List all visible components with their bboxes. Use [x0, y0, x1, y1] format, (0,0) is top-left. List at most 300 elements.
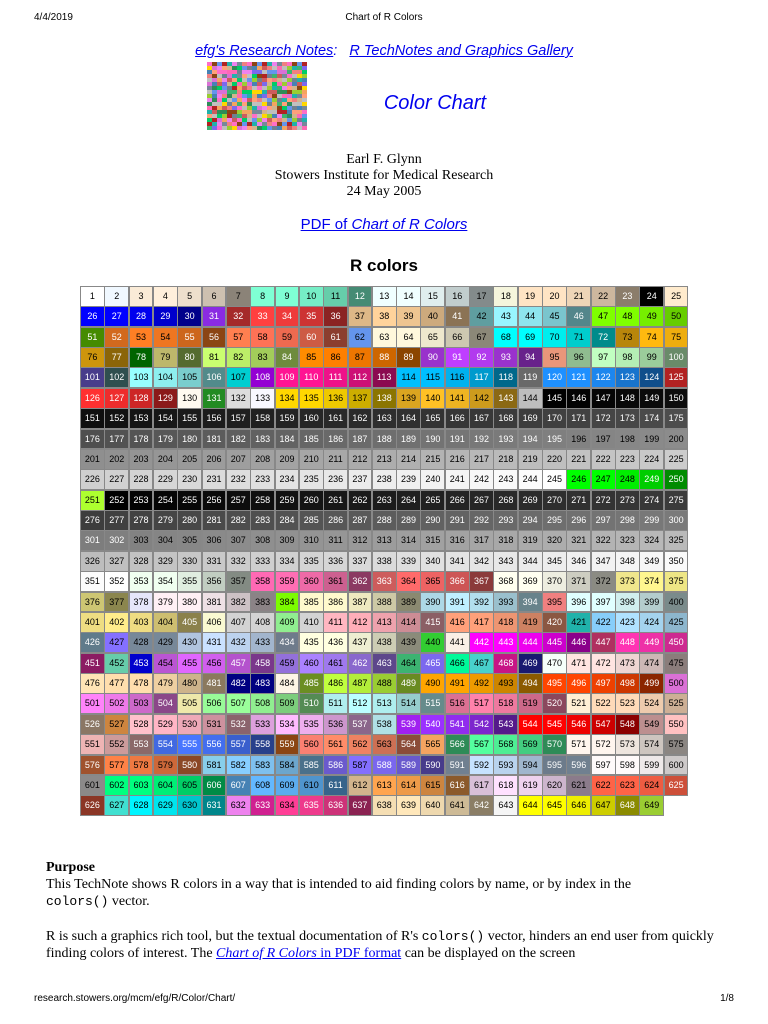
color-cell-318: 318: [493, 530, 518, 551]
color-cell-642: 642: [469, 795, 494, 816]
color-cell-246: 246: [566, 469, 591, 490]
color-cell-323: 323: [615, 530, 640, 551]
color-cell-132: 132: [226, 388, 251, 409]
color-cell-372: 372: [591, 571, 616, 592]
color-cell-55: 55: [177, 327, 202, 348]
color-cell-536: 536: [323, 714, 348, 735]
color-cell-304: 304: [153, 530, 178, 551]
color-cell-131: 131: [202, 388, 227, 409]
color-cell-240: 240: [420, 469, 445, 490]
color-cell-334: 334: [275, 551, 300, 572]
color-cell-499: 499: [639, 673, 664, 694]
color-cell-232: 232: [226, 469, 251, 490]
color-cell-143: 143: [493, 388, 518, 409]
color-cell-439: 439: [396, 632, 421, 653]
color-cell-31: 31: [202, 306, 227, 327]
page-title: Color Chart: [383, 92, 487, 114]
color-cell-211: 211: [323, 449, 348, 470]
color-cell-327: 327: [104, 551, 129, 572]
color-cell-153: 153: [129, 408, 154, 429]
color-cell-418: 418: [493, 612, 518, 633]
color-cell-479: 479: [153, 673, 178, 694]
color-cell-212: 212: [348, 449, 373, 470]
pdf-chart-link[interactable]: [301, 216, 468, 233]
color-cell-482: 482: [226, 673, 251, 694]
color-cell-78: 78: [129, 347, 154, 368]
color-cell-614: 614: [396, 775, 421, 796]
color-cell-44: 44: [518, 306, 543, 327]
color-cell-194: 194: [518, 429, 543, 450]
color-cell-83: 83: [250, 347, 275, 368]
technotes-gallery-link[interactable]: R TechNotes and Graphics Gallery: [349, 43, 573, 59]
color-cell-172: 172: [591, 408, 616, 429]
color-cell-148: 148: [615, 388, 640, 409]
color-cell-56: 56: [202, 327, 227, 348]
color-cell-295: 295: [542, 510, 567, 531]
color-cell-95: 95: [542, 347, 567, 368]
grid-title: R colors: [349, 256, 419, 275]
color-cell-126: 126: [80, 388, 105, 409]
color-cell-538: 538: [372, 714, 397, 735]
color-cell-349: 349: [639, 551, 664, 572]
color-cell-465: 465: [420, 653, 445, 674]
color-cell-514: 514: [396, 693, 421, 714]
color-cell-17: 17: [469, 286, 494, 307]
color-cell-41: 41: [445, 306, 470, 327]
color-cell-354: 354: [153, 571, 178, 592]
color-cell-457: 457: [226, 653, 251, 674]
color-cell-539: 539: [396, 714, 421, 735]
color-cell-360: 360: [299, 571, 324, 592]
color-cell-116: 116: [445, 367, 470, 388]
color-cell-438: 438: [372, 632, 397, 653]
color-cell-155: 155: [177, 408, 202, 429]
color-cell-152: 152: [104, 408, 129, 429]
color-cell-404: 404: [153, 612, 178, 633]
color-cell-619: 619: [518, 775, 543, 796]
purpose-heading: Purpose: [46, 860, 95, 875]
color-cell-627: 627: [104, 795, 129, 816]
color-cell-105: 105: [177, 367, 202, 388]
pdf-link-prefix: PDF of: [300, 216, 352, 233]
color-cell-586: 586: [323, 755, 348, 776]
color-cell-302: 302: [104, 530, 129, 551]
color-cell-395: 395: [542, 592, 567, 613]
color-cell-88: 88: [372, 347, 397, 368]
color-cell-554: 554: [153, 734, 178, 755]
color-cell-59: 59: [275, 327, 300, 348]
color-cell-454: 454: [153, 653, 178, 674]
color-cell-501: 501: [80, 693, 105, 714]
color-cell-444: 444: [518, 632, 543, 653]
color-cell-507: 507: [226, 693, 251, 714]
color-cell-355: 355: [177, 571, 202, 592]
color-cell-490: 490: [420, 673, 445, 694]
color-cell-588: 588: [372, 755, 397, 776]
color-cell-591: 591: [445, 755, 470, 776]
color-cell-201: 201: [80, 449, 105, 470]
color-cell-187: 187: [348, 429, 373, 450]
color-cell-100: 100: [664, 347, 689, 368]
color-cell-92: 92: [469, 347, 494, 368]
print-date: 4/4/2019: [34, 12, 73, 23]
color-cell-559: 559: [275, 734, 300, 755]
color-cell-113: 113: [372, 367, 397, 388]
color-cell-15: 15: [420, 286, 445, 307]
color-cell-255: 255: [177, 490, 202, 511]
color-cell-356: 356: [202, 571, 227, 592]
color-cell-196: 196: [566, 429, 591, 450]
color-cell-249: 249: [639, 469, 664, 490]
color-cell-522: 522: [591, 693, 616, 714]
color-cell-227: 227: [104, 469, 129, 490]
color-cell-119: 119: [518, 367, 543, 388]
p1-code: colors(): [46, 893, 109, 909]
color-cell-436: 436: [323, 632, 348, 653]
color-cell-415: 415: [420, 612, 445, 633]
color-cell-94: 94: [518, 347, 543, 368]
color-mosaic-logo: [207, 62, 307, 130]
color-cell-402: 402: [104, 612, 129, 633]
color-cell-1: 1: [80, 286, 105, 307]
color-cell-429: 429: [153, 632, 178, 653]
color-cell-376: 376: [80, 592, 105, 613]
color-cell-508: 508: [250, 693, 275, 714]
color-cell-138: 138: [372, 388, 397, 409]
color-cell-260: 260: [299, 490, 324, 511]
color-cell-170: 170: [542, 408, 567, 429]
color-cell-584: 584: [275, 755, 300, 776]
color-cell-497: 497: [591, 673, 616, 694]
color-cell-45: 45: [542, 306, 567, 327]
color-cell-521: 521: [566, 693, 591, 714]
color-cell-528: 528: [129, 714, 154, 735]
color-cell-344: 344: [518, 551, 543, 572]
p2-text-a: R is such a graphics rich tool, but the textual documentation of R's: [46, 929, 422, 944]
color-cell-624: 624: [639, 775, 664, 796]
color-cell-193: 193: [493, 429, 518, 450]
color-cell-101: 101: [80, 367, 105, 388]
color-cell-460: 460: [299, 653, 324, 674]
color-cell-154: 154: [153, 408, 178, 429]
p2-link-text: in PDF format: [316, 945, 402, 961]
color-cell-458: 458: [250, 653, 275, 674]
color-cell-398: 398: [615, 592, 640, 613]
color-cell-594: 594: [518, 755, 543, 776]
color-cell-369: 369: [518, 571, 543, 592]
nav-separator: :: [333, 43, 338, 59]
color-cell-364: 364: [396, 571, 421, 592]
color-cell-566: 566: [445, 734, 470, 755]
color-cell-518: 518: [493, 693, 518, 714]
color-cell-6: 6: [202, 286, 227, 307]
color-cell-70: 70: [542, 327, 567, 348]
color-cell-179: 179: [153, 429, 178, 450]
color-cell-608: 608: [250, 775, 275, 796]
color-cell-581: 581: [202, 755, 227, 776]
color-cell-117: 117: [469, 367, 494, 388]
color-cell-49: 49: [639, 306, 664, 327]
color-cell-558: 558: [250, 734, 275, 755]
color-cell-350: 350: [664, 551, 689, 572]
color-cell-174: 174: [639, 408, 664, 429]
color-cell-406: 406: [202, 612, 227, 633]
color-cell-496: 496: [566, 673, 591, 694]
color-cell-633: 633: [250, 795, 275, 816]
color-cell-414: 414: [396, 612, 421, 633]
color-cell-562: 562: [348, 734, 373, 755]
color-cell-162: 162: [348, 408, 373, 429]
color-cell-241: 241: [445, 469, 470, 490]
color-cell-618: 618: [493, 775, 518, 796]
color-cell-621: 621: [566, 775, 591, 796]
color-cell-393: 393: [493, 592, 518, 613]
color-cell-628: 628: [129, 795, 154, 816]
color-cell-620: 620: [542, 775, 567, 796]
color-cell-231: 231: [202, 469, 227, 490]
color-cell-286: 286: [323, 510, 348, 531]
color-cell-542: 542: [469, 714, 494, 735]
color-cell-535: 535: [299, 714, 324, 735]
p2-text-b: vector, hinders an end user from quickly finding colors of interest. The: [46, 929, 714, 961]
color-cell-626: 626: [80, 795, 105, 816]
color-cell-237: 237: [348, 469, 373, 490]
color-cell-375: 375: [664, 571, 689, 592]
color-cell-484: 484: [275, 673, 300, 694]
color-cell-485: 485: [299, 673, 324, 694]
color-cell-173: 173: [615, 408, 640, 429]
color-cell-340: 340: [420, 551, 445, 572]
print-title: Chart of R Colors: [345, 12, 423, 23]
color-cell-178: 178: [129, 429, 154, 450]
color-cell-284: 284: [275, 510, 300, 531]
color-cell-69: 69: [518, 327, 543, 348]
color-cell-72: 72: [591, 327, 616, 348]
color-cell-519: 519: [518, 693, 543, 714]
color-cell-551: 551: [80, 734, 105, 755]
color-cell-262: 262: [348, 490, 373, 511]
color-cell-157: 157: [226, 408, 251, 429]
color-cell-391: 391: [445, 592, 470, 613]
color-cell-243: 243: [493, 469, 518, 490]
color-cell-271: 271: [566, 490, 591, 511]
color-cell-532: 532: [226, 714, 251, 735]
color-cell-221: 221: [566, 449, 591, 470]
color-cell-204: 204: [153, 449, 178, 470]
color-cell-379: 379: [153, 592, 178, 613]
color-cell-189: 189: [396, 429, 421, 450]
color-cell-643: 643: [493, 795, 518, 816]
color-cell-112: 112: [348, 367, 373, 388]
color-cell-629: 629: [153, 795, 178, 816]
color-cell-81: 81: [202, 347, 227, 368]
color-cell-353: 353: [129, 571, 154, 592]
color-cell-390: 390: [420, 592, 445, 613]
color-cell-455: 455: [177, 653, 202, 674]
p1-text-a: This TechNote shows R colors in a way that is intended to aid finding colors by name, or by index in the: [46, 877, 632, 892]
color-cell-19: 19: [518, 286, 543, 307]
color-cell-111: 111: [323, 367, 348, 388]
color-cell-195: 195: [542, 429, 567, 450]
color-cell-151: 151: [80, 408, 105, 429]
color-cell-46: 46: [566, 306, 591, 327]
color-cell-163: 163: [372, 408, 397, 429]
color-cell-18: 18: [493, 286, 518, 307]
color-cell-452: 452: [104, 653, 129, 674]
color-cell-171: 171: [566, 408, 591, 429]
color-cell-320: 320: [542, 530, 567, 551]
color-cell-533: 533: [250, 714, 275, 735]
color-cell-411: 411: [323, 612, 348, 633]
color-cell-577: 577: [104, 755, 129, 776]
color-cell-71: 71: [566, 327, 591, 348]
color-cell-291: 291: [445, 510, 470, 531]
color-cell-552: 552: [104, 734, 129, 755]
color-cell-587: 587: [348, 755, 373, 776]
color-cell-389: 389: [396, 592, 421, 613]
color-cell-326: 326: [80, 551, 105, 572]
print-page-number: 1/8: [720, 993, 734, 1004]
color-cell-480: 480: [177, 673, 202, 694]
color-cell-122: 122: [591, 367, 616, 388]
color-cell-305: 305: [177, 530, 202, 551]
color-cell-358: 358: [250, 571, 275, 592]
color-cell-308: 308: [250, 530, 275, 551]
color-cell-488: 488: [372, 673, 397, 694]
color-cell-76: 76: [80, 347, 105, 368]
color-cell-570: 570: [542, 734, 567, 755]
color-cell-68: 68: [493, 327, 518, 348]
research-notes-link[interactable]: efg's Research Notes: [195, 43, 334, 59]
color-cell-635: 635: [299, 795, 324, 816]
color-cell-385: 385: [299, 592, 324, 613]
color-cell-433: 433: [250, 632, 275, 653]
color-cell-434: 434: [275, 632, 300, 653]
color-cell-525: 525: [664, 693, 689, 714]
color-cell-65: 65: [420, 327, 445, 348]
color-cell-104: 104: [153, 367, 178, 388]
pdf-line: [0, 216, 768, 233]
color-cell-486: 486: [323, 673, 348, 694]
color-cell-466: 466: [445, 653, 470, 674]
color-cell-210: 210: [299, 449, 324, 470]
color-cell-549: 549: [639, 714, 664, 735]
color-cell-23: 23: [615, 286, 640, 307]
color-cell-40: 40: [420, 306, 445, 327]
author-name: Earl F. Glynn: [346, 152, 422, 167]
color-cell-649: 649: [639, 795, 664, 816]
color-cell-218: 218: [493, 449, 518, 470]
color-cell-222: 222: [591, 449, 616, 470]
color-cell-79: 79: [153, 347, 178, 368]
color-cell-362: 362: [348, 571, 373, 592]
color-cell-200: 200: [664, 429, 689, 450]
color-cell-229: 229: [153, 469, 178, 490]
color-cell-346: 346: [566, 551, 591, 572]
color-cell-107: 107: [226, 367, 251, 388]
color-cell-185: 185: [299, 429, 324, 450]
color-cell-335: 335: [299, 551, 324, 572]
color-cell-421: 421: [566, 612, 591, 633]
color-cell-312: 312: [348, 530, 373, 551]
color-cell-25: 25: [664, 286, 689, 307]
color-cell-139: 139: [396, 388, 421, 409]
color-cell-199: 199: [639, 429, 664, 450]
color-cell-62: 62: [348, 327, 373, 348]
color-cell-637: 637: [348, 795, 373, 816]
color-cell-392: 392: [469, 592, 494, 613]
color-cell-103: 103: [129, 367, 154, 388]
color-cell-555: 555: [177, 734, 202, 755]
color-cell-367: 367: [469, 571, 494, 592]
color-cell-239: 239: [396, 469, 421, 490]
color-cell-601: 601: [80, 775, 105, 796]
color-cell-273: 273: [615, 490, 640, 511]
color-cell-4: 4: [153, 286, 178, 307]
color-cell-568: 568: [493, 734, 518, 755]
color-cell-80: 80: [177, 347, 202, 368]
color-cell-33: 33: [250, 306, 275, 327]
color-cell-121: 121: [566, 367, 591, 388]
color-cell-181: 181: [202, 429, 227, 450]
color-cell-537: 537: [348, 714, 373, 735]
pdf-format-link[interactable]: [216, 946, 401, 961]
color-cell-251: 251: [80, 490, 105, 511]
color-cell-63: 63: [372, 327, 397, 348]
color-cell-341: 341: [445, 551, 470, 572]
color-cell-307: 307: [226, 530, 251, 551]
color-cell-617: 617: [469, 775, 494, 796]
color-cell-641: 641: [445, 795, 470, 816]
color-cell-590: 590: [420, 755, 445, 776]
color-cell-164: 164: [396, 408, 421, 429]
color-cell-224: 224: [639, 449, 664, 470]
color-cell-294: 294: [518, 510, 543, 531]
color-cell-208: 208: [250, 449, 275, 470]
color-cell-550: 550: [664, 714, 689, 735]
color-cell-575: 575: [664, 734, 689, 755]
color-cell-405: 405: [177, 612, 202, 633]
color-cell-401: 401: [80, 612, 105, 633]
color-cell-205: 205: [177, 449, 202, 470]
print-url: research.stowers.org/mcm/efg/R/Color/Chart/: [34, 993, 236, 1004]
color-cell-603: 603: [129, 775, 154, 796]
color-cell-37: 37: [348, 306, 373, 327]
color-cell-228: 228: [129, 469, 154, 490]
color-cell-175: 175: [664, 408, 689, 429]
color-cell-127: 127: [104, 388, 129, 409]
color-cell-7: 7: [226, 286, 251, 307]
color-cell-631: 631: [202, 795, 227, 816]
color-cell-12: 12: [348, 286, 373, 307]
color-cell-611: 611: [323, 775, 348, 796]
color-cell-297: 297: [591, 510, 616, 531]
color-cell-156: 156: [202, 408, 227, 429]
color-cell-176: 176: [80, 429, 105, 450]
color-cell-437: 437: [348, 632, 373, 653]
color-cell-487: 487: [348, 673, 373, 694]
color-cell-506: 506: [202, 693, 227, 714]
color-cell-544: 544: [518, 714, 543, 735]
color-cell-378: 378: [129, 592, 154, 613]
color-cell-247: 247: [591, 469, 616, 490]
color-cell-451: 451: [80, 653, 105, 674]
color-cell-50: 50: [664, 306, 689, 327]
color-cell-557: 557: [226, 734, 251, 755]
color-cell-357: 357: [226, 571, 251, 592]
color-cell-471: 471: [566, 653, 591, 674]
color-cell-636: 636: [323, 795, 348, 816]
